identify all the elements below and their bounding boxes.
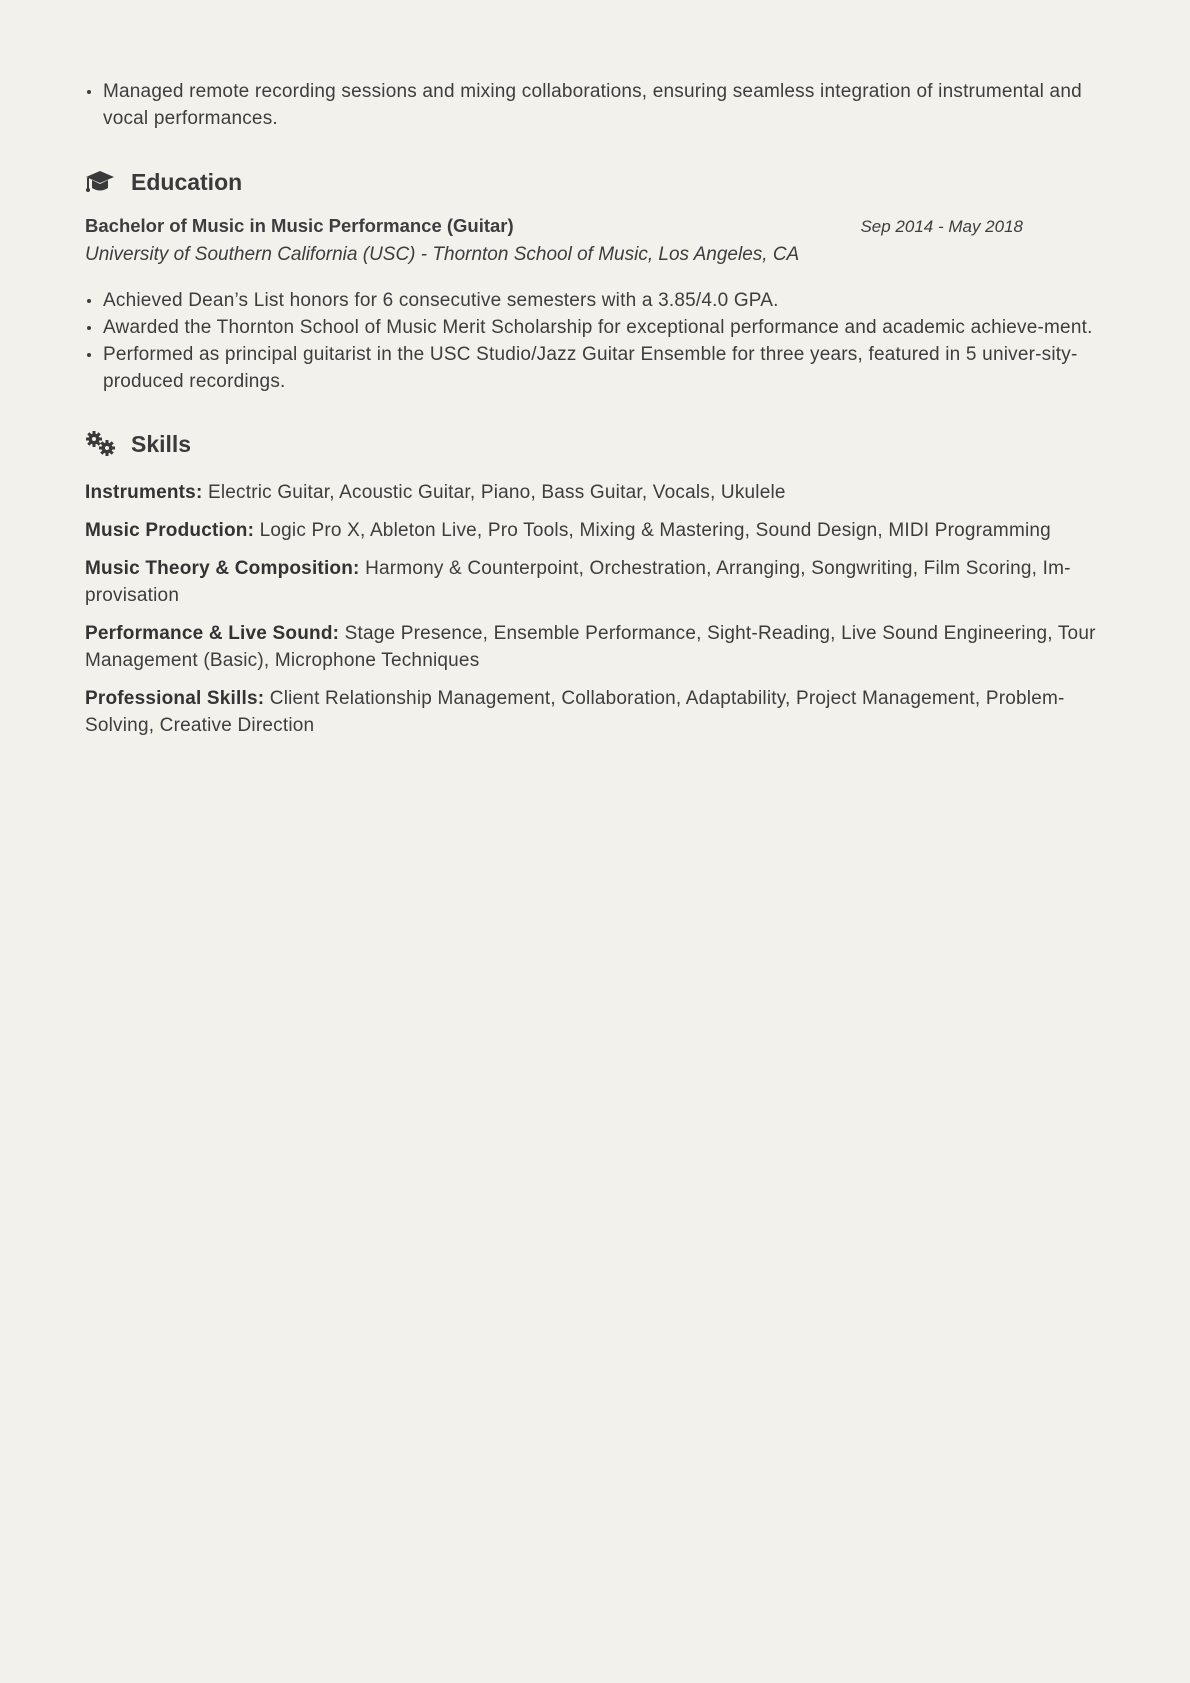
- skills-list: [85, 479, 1105, 739]
- experience-bullets: [85, 78, 1105, 132]
- skill-value: Stage Presence, Ensemble Performance, Sight-Reading, Live Sound Engineering, Tour Management (Basic), Microphone Techniques: [85, 623, 1096, 671]
- skills-heading: [85, 429, 1105, 459]
- skill-value: Logic Pro X, Ableton Live, Pro Tools, Mixing & Mastering, Sound Design, MIDI Programming: [259, 520, 1051, 541]
- bullet-item: Awarded the Thornton School of Music Merit Scholarship for exceptional performance and academic achieve-ment.: [103, 314, 1105, 341]
- skill-row: [85, 620, 1105, 674]
- skill-label: Performance & Live Sound:: [85, 623, 340, 644]
- gears-icon: [85, 431, 117, 457]
- skill-label: Professional Skills:: [85, 688, 265, 709]
- education-bullets: [85, 287, 1105, 395]
- graduation-cap-icon: [85, 169, 117, 195]
- bullet-item: Managed remote recording sessions and mixing collaborations, ensuring seamless integration of instrumental and vocal performances.: [103, 78, 1105, 132]
- skill-value: Client Relationship Management, Collaboration, Adaptability, Project Management, Problem-Solving, Creative Direction: [85, 688, 1065, 736]
- section-title: Education: [131, 168, 243, 195]
- section-title: Skills: [131, 430, 192, 457]
- skill-value: Harmony & Counterpoint, Orchestration, Arranging, Songwriting, Film Scoring, Im-provisation: [85, 558, 1071, 606]
- degree-row: [85, 215, 1105, 237]
- skill-label: Music Theory & Composition:: [85, 558, 360, 579]
- institution: University of Southern California (USC) - Thornton School of Music, Los Angeles, CA: [85, 244, 800, 265]
- degree-dates: Sep 2014 - May 2018: [860, 217, 1023, 236]
- education-heading: [85, 167, 1105, 197]
- resume-page: [85, 78, 1105, 750]
- skill-row: [85, 479, 1105, 506]
- skill-row: [85, 555, 1105, 609]
- skill-row: [85, 517, 1105, 544]
- bullet-item: Achieved Dean’s List honors for 6 consecutive semesters with a 3.85/4.0 GPA.: [103, 287, 1105, 314]
- skill-value: Electric Guitar, Acoustic Guitar, Piano, Bass Guitar, Vocals, Ukulele: [207, 482, 786, 503]
- degree-title: Bachelor of Music in Music Performance (Guitar): [85, 215, 514, 236]
- skill-row: [85, 685, 1105, 739]
- bullet-item: Performed as principal guitarist in the USC Studio/Jazz Guitar Ensemble for three years, featured in 5 univer-sity-produced recordings.: [103, 341, 1105, 395]
- skill-label: Instruments:: [85, 482, 203, 503]
- skill-label: Music Production:: [85, 520, 255, 541]
